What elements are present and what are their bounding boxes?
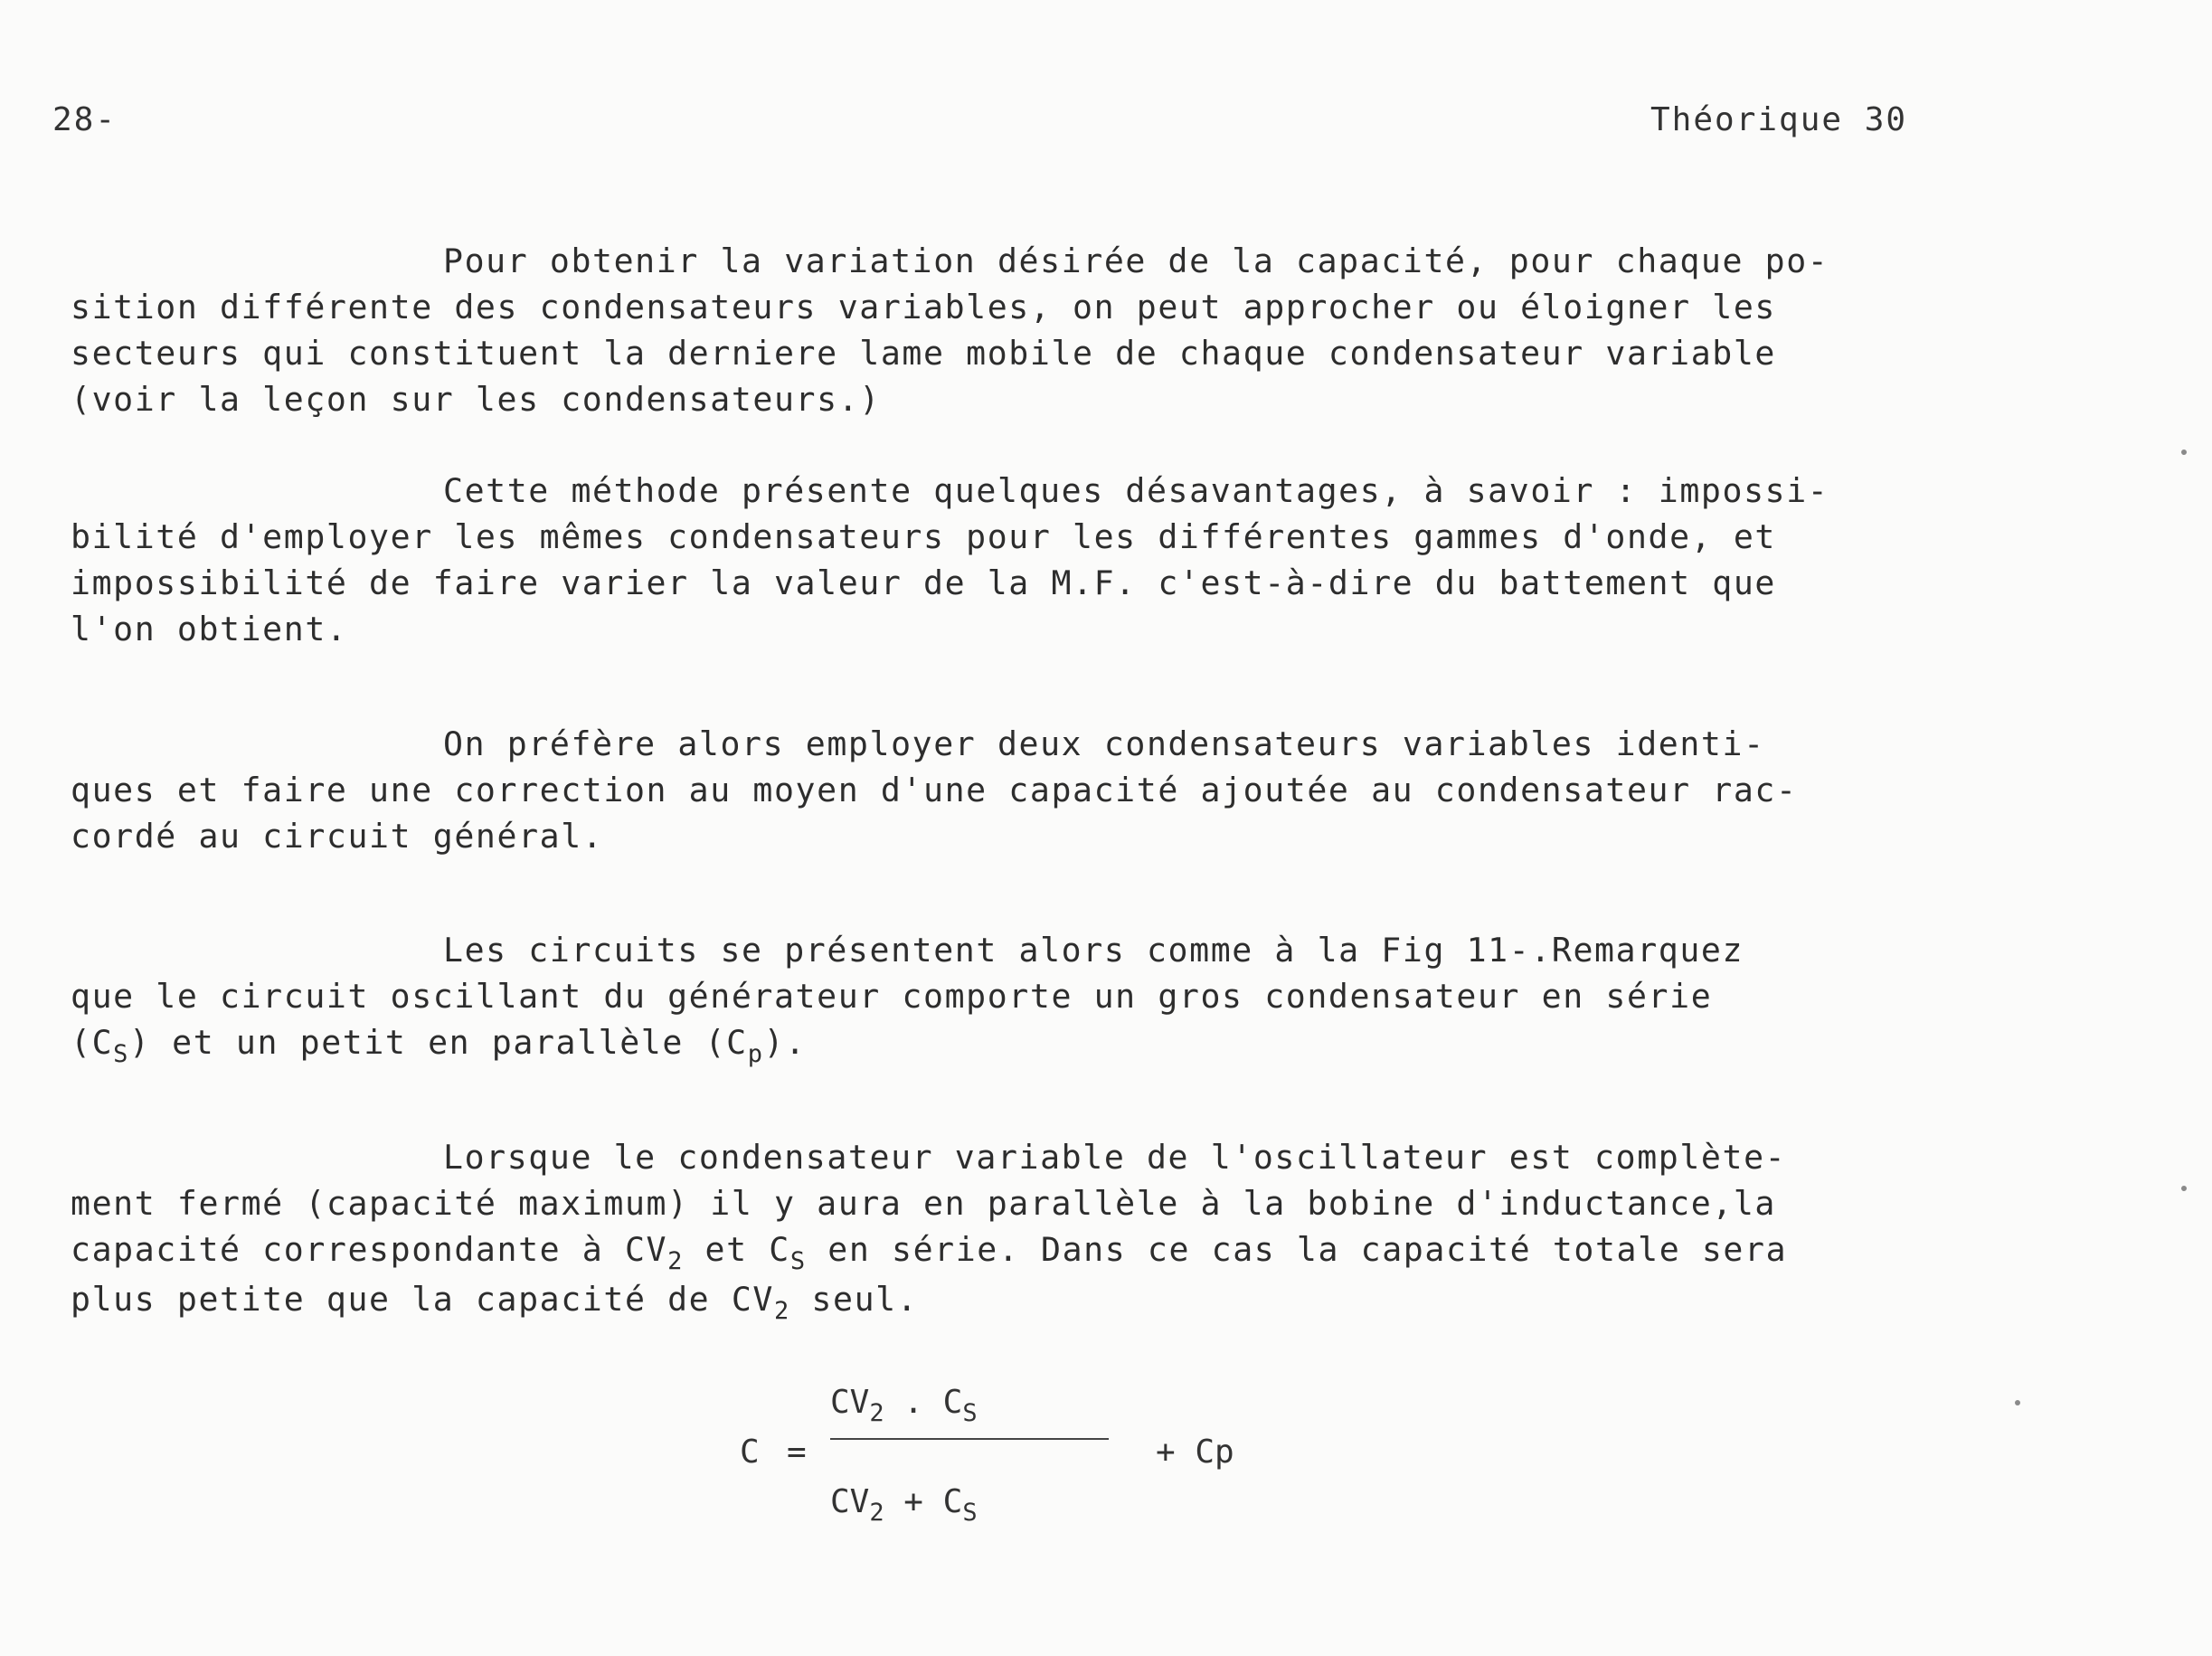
text-line: Les circuits se présentent alors comme à la Fig 11-.Remarquez: [443, 931, 1744, 970]
text-line: sition différente des condensateurs variables, on peut approcher ou éloigner les: [71, 288, 1776, 326]
text-line: Lorsque le condensateur variable de l'oscillateur est complète-: [443, 1138, 1787, 1177]
paragraph-4: [71, 927, 1961, 1069]
subscript: S: [113, 1040, 130, 1068]
subscript: S: [789, 1247, 807, 1275]
scan-speck: [2181, 449, 2187, 455]
capacitance-formula: [740, 1384, 1282, 1528]
text-line: que le circuit oscillant du générateur comporte un gros condensateur en série: [71, 977, 1713, 1016]
formula-numerator: $CV_2$ . $C_S$: [830, 1384, 978, 1427]
formula-equals: =: [787, 1434, 807, 1471]
text-line: ques et faire une correction au moyen d'une capacité ajoutée au condensateur rac-: [71, 771, 1798, 809]
text-line: Pour obtenir la variation désirée de la capacité, pour chaque po-: [443, 241, 1829, 280]
paragraph-5: [71, 1134, 1961, 1326]
text-line: plus petite que la capacité de $CV_2$ seul.: [71, 1280, 919, 1325]
subscript: 2: [667, 1247, 684, 1275]
text-line: Cette méthode présente quelques désavantages, à savoir : impossi-: [443, 471, 1829, 510]
subscript: p: [747, 1040, 764, 1068]
scan-speck: [2181, 1186, 2187, 1191]
scan-speck: [2015, 1400, 2020, 1405]
fraction-bar: [830, 1438, 1109, 1440]
formula-denominator: $CV_2 + C_S$: [830, 1483, 978, 1527]
text-line: secteurs qui constituent la derniere lame mobile de chaque condensateur variable: [71, 334, 1776, 373]
formula-tail: + Cp: [1156, 1434, 1234, 1471]
text-line: $(C_S)$ et un petit en parallèle $(C_p)$.: [71, 1023, 807, 1068]
text-line: On préfère alors employer deux condensateurs variables identi-: [443, 724, 1765, 763]
page-number: 28-: [52, 101, 118, 138]
paragraph-1: [71, 238, 1961, 422]
text-line: impossibilité de faire varier la valeur de la M.F. c'est-à-dire du battement que: [71, 563, 1776, 602]
text-line: l'on obtient.: [71, 610, 348, 648]
paragraph-3: [71, 721, 1961, 859]
text-line: ment fermé (capacité maximum) il y aura en parallèle à la bobine d'inductance,la: [71, 1184, 1776, 1223]
text-line: (voir la leçon sur les condensateurs.): [71, 380, 881, 419]
paragraph-2: [71, 468, 1961, 652]
text-line: bilité d'employer les mêmes condensateurs pour les différentes gammes d'onde, et: [71, 517, 1776, 556]
text-line: capacité correspondante à $CV_2$ et $C_S$ en série. Dans ce cas la capacité totale sera: [71, 1230, 1788, 1275]
text-line: cordé au circuit général.: [71, 817, 604, 856]
series-label: Théorique 30: [1650, 101, 1908, 138]
subscript: 2: [773, 1297, 790, 1325]
formula-lhs: C: [740, 1434, 760, 1471]
